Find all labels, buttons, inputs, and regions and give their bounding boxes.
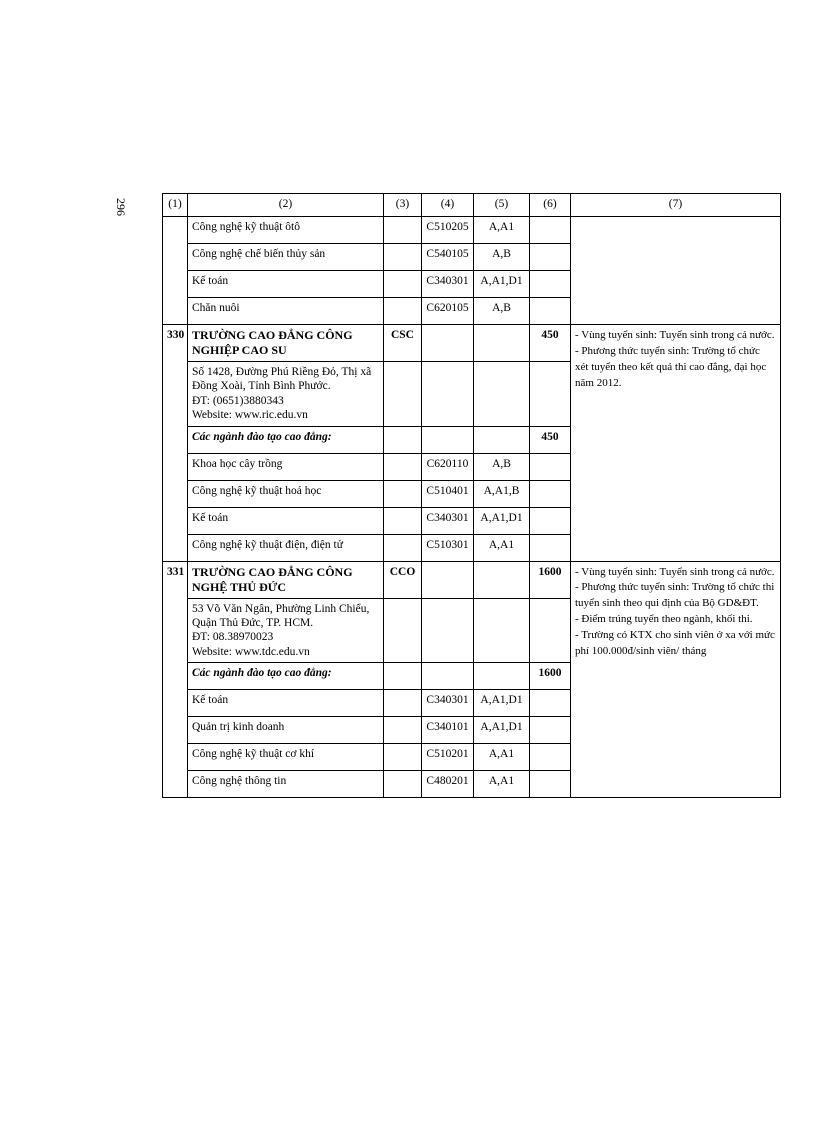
major-code: C510201	[422, 744, 474, 771]
section-label: Các ngành đào tạo cao đẳng:	[188, 663, 384, 690]
exam-blocks: A,A1,B	[474, 480, 530, 507]
major-code: C480201	[422, 771, 474, 798]
major-name: Kế toán	[188, 507, 384, 534]
empty-cell	[474, 598, 530, 663]
exam-blocks: A,A1,D1	[474, 507, 530, 534]
header-col-2: (2)	[188, 194, 384, 217]
empty-cell	[474, 663, 530, 690]
school-name: TRƯỜNG CAO ĐẲNG CÔNG NGHỆ THỦ ĐỨC	[188, 561, 384, 598]
empty-cell	[384, 480, 422, 507]
exam-blocks: A,A1	[474, 217, 530, 244]
empty-cell	[384, 426, 422, 453]
school-quota: 1600	[530, 561, 571, 598]
note-line: - Trường có KTX cho sinh viên ở xa với mức phí 100.000đ/sinh viên/ tháng	[575, 629, 775, 658]
empty-cell	[384, 271, 422, 298]
empty-cell	[384, 717, 422, 744]
header-row	[163, 194, 781, 217]
school-name: TRƯỜNG CAO ĐẲNG CÔNG NGHIỆP CAO SU	[188, 325, 384, 362]
note-line: - Phương thức tuyển sinh: Trường tổ chức thi tuyển sinh theo qui định của Bộ GD&ĐT.	[575, 581, 775, 610]
empty-cell	[384, 244, 422, 271]
major-code: C510401	[422, 480, 474, 507]
header-col-6: (6)	[530, 194, 571, 217]
major-code: C620105	[422, 298, 474, 325]
phone-line: ĐT: 08.38970023	[192, 631, 274, 644]
major-code: C340101	[422, 717, 474, 744]
page-number: 296	[114, 198, 128, 216]
school-code: CCO	[384, 561, 422, 598]
section-quota: 450	[530, 426, 571, 453]
major-name: Công nghệ kỹ thuật hoá học	[188, 480, 384, 507]
empty-cell	[384, 453, 422, 480]
empty-cell	[474, 561, 530, 598]
empty-cell	[384, 744, 422, 771]
empty-cell	[384, 598, 422, 663]
empty-cell	[422, 598, 474, 663]
table-row	[163, 217, 781, 244]
empty-cell	[530, 690, 571, 717]
empty-cell	[422, 663, 474, 690]
major-code: C340301	[422, 271, 474, 298]
empty-cell	[422, 325, 474, 362]
section-label: Các ngành đào tạo cao đẳng:	[188, 426, 384, 453]
exam-blocks: A,B	[474, 453, 530, 480]
empty-cell	[530, 717, 571, 744]
exam-blocks: A,A1	[474, 771, 530, 798]
major-name: Khoa học cây trồng	[188, 453, 384, 480]
header-col-7: (7)	[571, 194, 781, 217]
empty-cell	[530, 480, 571, 507]
empty-cell	[384, 690, 422, 717]
empty-cell	[474, 362, 530, 427]
school-row	[163, 325, 781, 362]
empty-cell	[474, 426, 530, 453]
note-line: - Phương thức tuyển sinh: Trường tổ chức xét tuyển theo kết quả thi cao đẳng, đại học năm 2012.	[575, 344, 767, 389]
empty-cell	[530, 453, 571, 480]
empty-cell	[530, 298, 571, 325]
empty-cell	[530, 744, 571, 771]
address-line: 53 Võ Văn Ngân, Phường Linh Chiểu, Quận Thủ Đức, TP. HCM.	[192, 602, 370, 629]
major-code: C340301	[422, 690, 474, 717]
school-code: CSC	[384, 325, 422, 362]
exam-blocks: A,A1,D1	[474, 690, 530, 717]
school-notes	[571, 561, 781, 798]
empty-cell	[422, 561, 474, 598]
empty-cell	[384, 534, 422, 561]
major-code: C510301	[422, 534, 474, 561]
admissions-table	[162, 193, 781, 798]
exam-blocks: A,A1,D1	[474, 271, 530, 298]
school-address	[188, 362, 384, 427]
header-col-4: (4)	[422, 194, 474, 217]
empty-cell	[163, 217, 188, 325]
empty-cell	[384, 298, 422, 325]
section-quota: 1600	[530, 663, 571, 690]
major-code: C540105	[422, 244, 474, 271]
major-name: Công nghệ kỹ thuật cơ khí	[188, 744, 384, 771]
note-line: - Vùng tuyển sinh: Tuyển sinh trong cả nước.	[575, 329, 775, 341]
school-number: 331	[163, 561, 188, 798]
note-line: - Điểm trúng tuyển theo ngành, khối thi.	[575, 613, 753, 626]
address-line: Số 1428, Đường Phú Riềng Đỏ, Thị xã Đồng Xoài, Tỉnh Bình Phước.	[192, 366, 372, 393]
school-number: 330	[163, 325, 188, 562]
empty-cell	[384, 507, 422, 534]
empty-cell	[384, 663, 422, 690]
exam-blocks: A,A1	[474, 744, 530, 771]
empty-cell	[530, 598, 571, 663]
phone-line: ĐT: (0651)3880343	[192, 394, 284, 407]
school-address	[188, 598, 384, 663]
empty-cell	[530, 362, 571, 427]
major-code: C340301	[422, 507, 474, 534]
major-name: Kế toán	[188, 690, 384, 717]
empty-cell	[530, 271, 571, 298]
empty-cell	[530, 217, 571, 244]
major-code: C510205	[422, 217, 474, 244]
header-col-1: (1)	[163, 194, 188, 217]
empty-cell	[384, 771, 422, 798]
empty-cell	[384, 362, 422, 427]
exam-blocks: A,B	[474, 244, 530, 271]
major-name: Quản trị kinh doanh	[188, 717, 384, 744]
empty-notes-cell	[571, 217, 781, 325]
exam-blocks: A,A1,D1	[474, 717, 530, 744]
major-name: Công nghệ kỹ thuật điện, điện tử	[188, 534, 384, 561]
empty-cell	[474, 325, 530, 362]
exam-blocks: A,A1	[474, 534, 530, 561]
major-name: Công nghệ chế biến thủy sản	[188, 244, 384, 271]
website-line: Website: www.ric.edu.vn	[192, 409, 308, 422]
school-quota: 450	[530, 325, 571, 362]
school-notes	[571, 325, 781, 562]
major-name: Công nghệ thông tin	[188, 771, 384, 798]
empty-cell	[530, 507, 571, 534]
school-row	[163, 561, 781, 598]
empty-cell	[530, 771, 571, 798]
header-col-5: (5)	[474, 194, 530, 217]
exam-blocks: A,B	[474, 298, 530, 325]
major-name: Chăn nuôi	[188, 298, 384, 325]
empty-cell	[422, 426, 474, 453]
header-col-3: (3)	[384, 194, 422, 217]
major-code: C620110	[422, 453, 474, 480]
empty-cell	[384, 217, 422, 244]
note-line: - Vùng tuyển sinh: Tuyển sinh trong cả nước.	[575, 565, 775, 578]
website-line: Website: www.tdc.edu.vn	[192, 645, 310, 658]
major-name: Công nghệ kỹ thuật ôtô	[188, 217, 384, 244]
empty-cell	[530, 244, 571, 271]
empty-cell	[530, 534, 571, 561]
major-name: Kế toán	[188, 271, 384, 298]
empty-cell	[422, 362, 474, 427]
